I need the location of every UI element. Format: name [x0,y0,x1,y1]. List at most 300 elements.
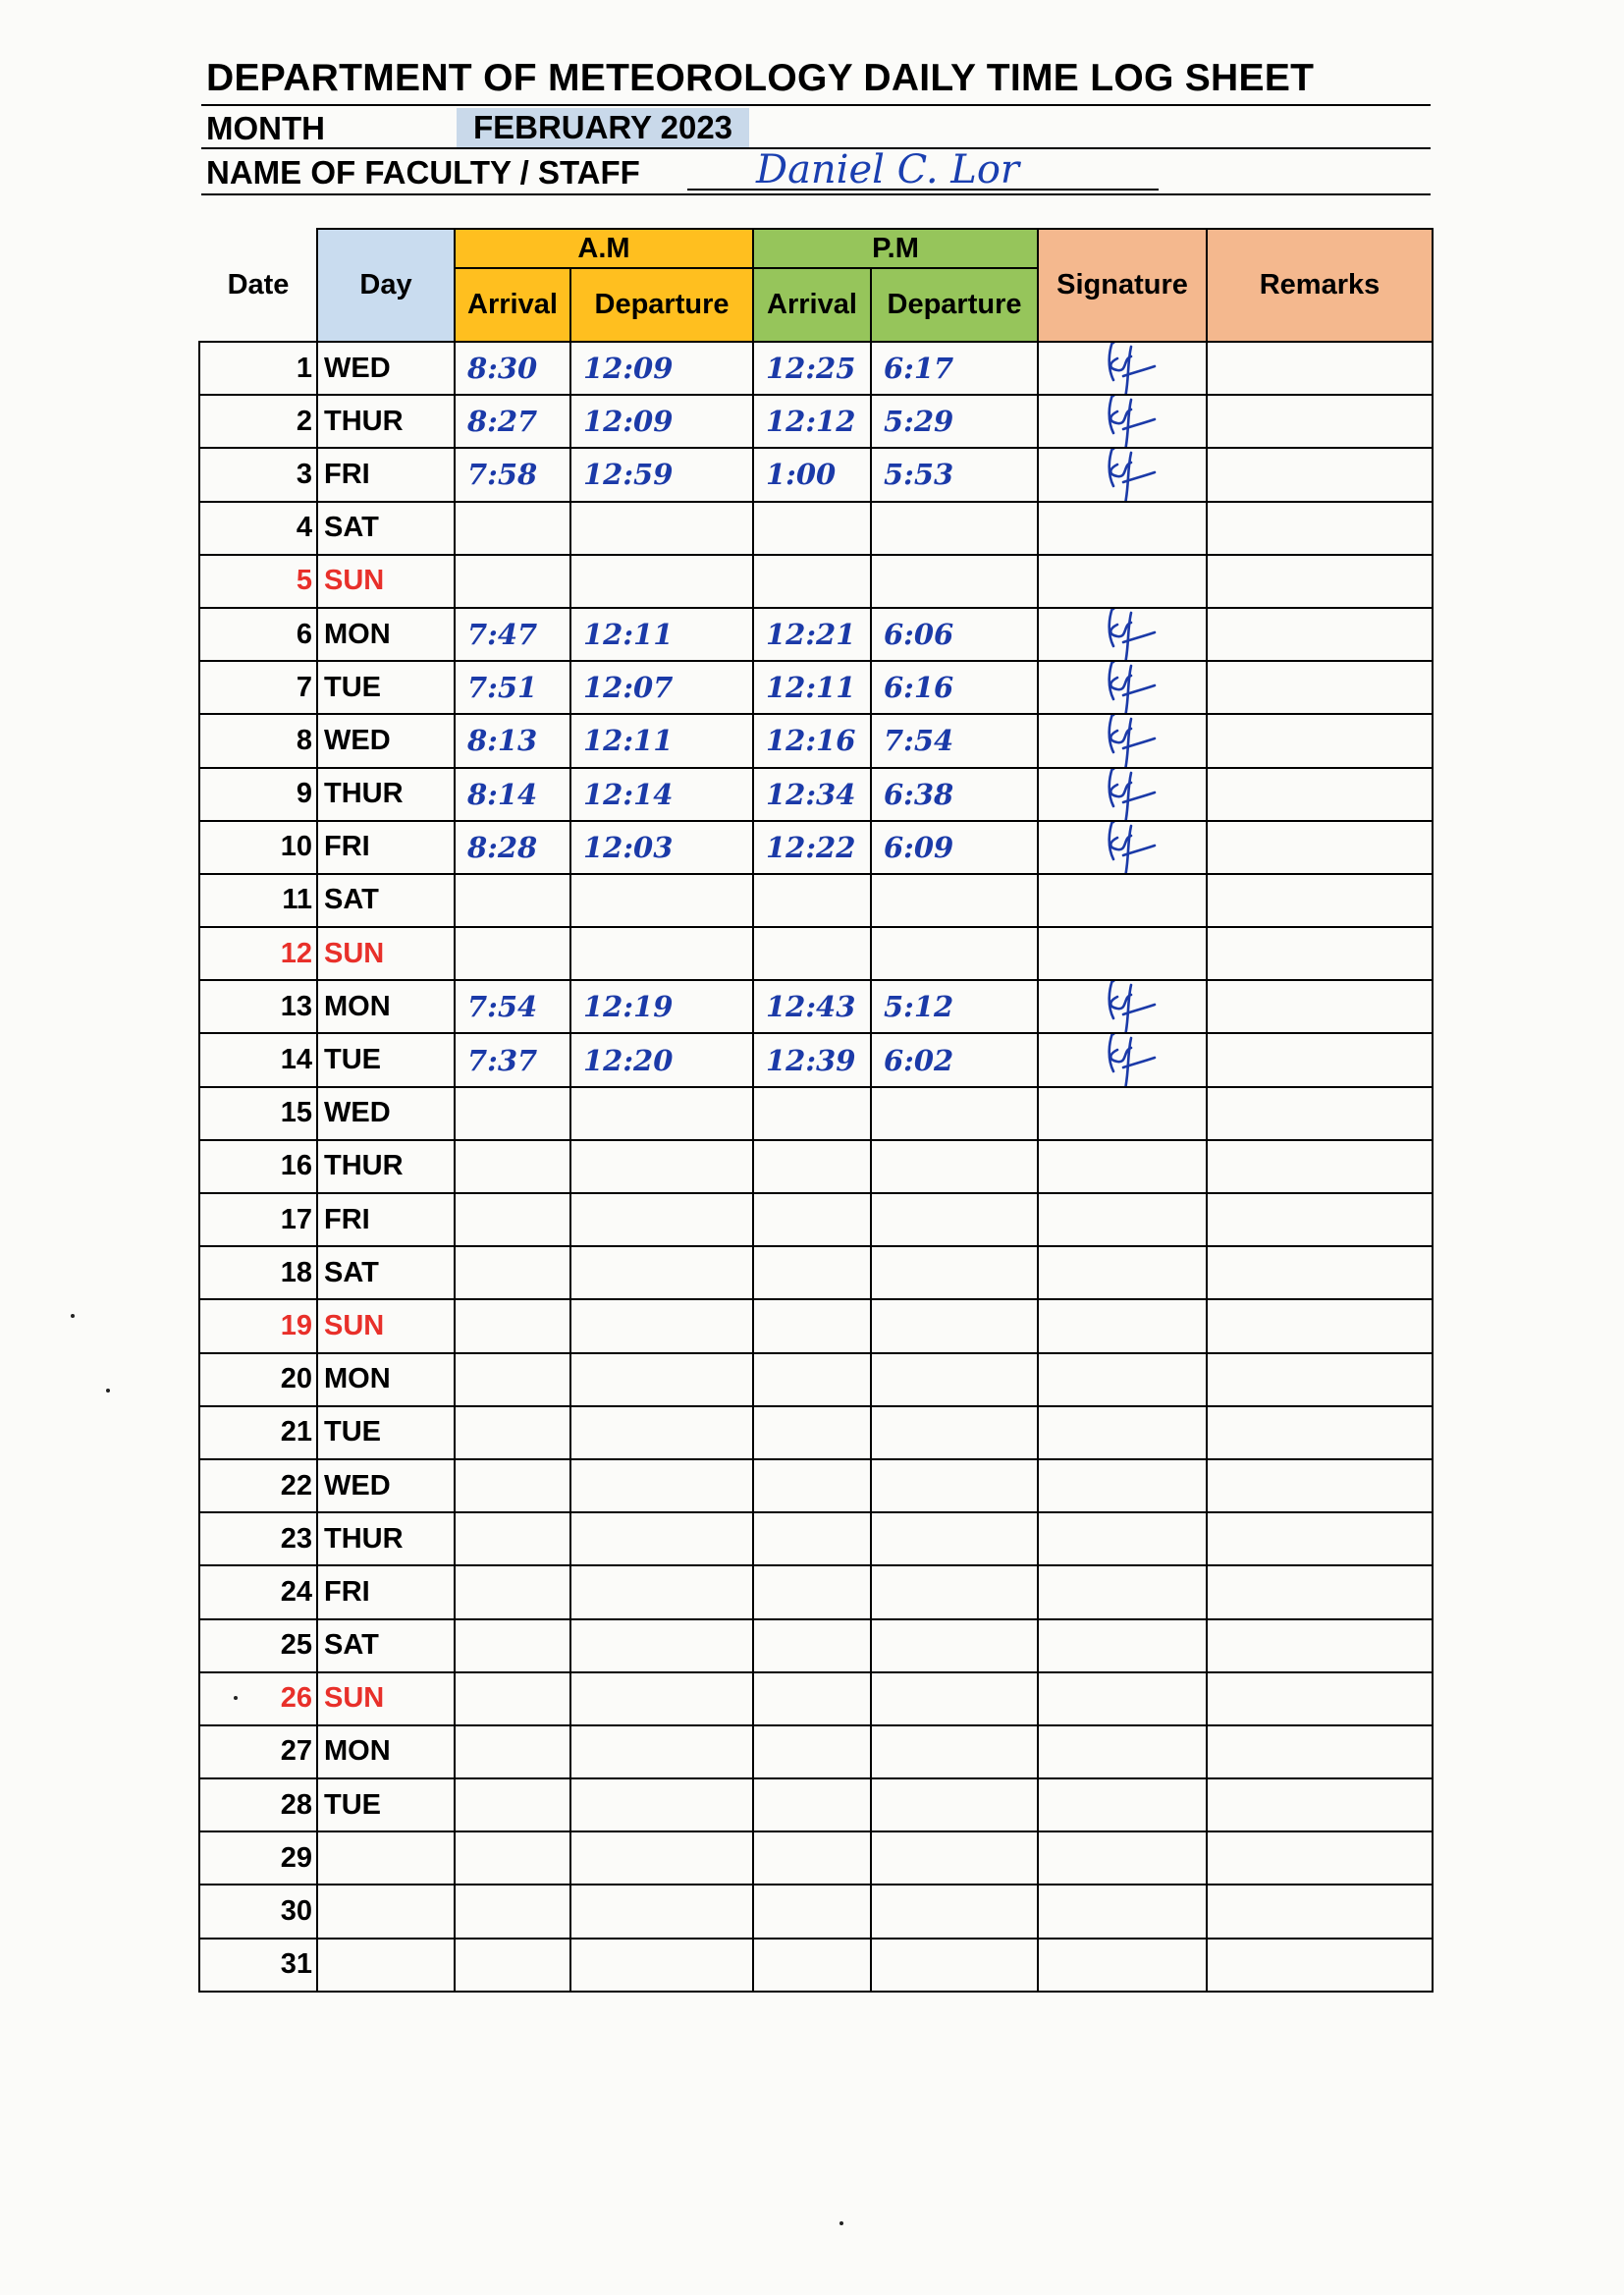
pm-departure-cell [871,502,1038,555]
day-cell [317,1939,455,1992]
page-title: DEPARTMENT OF METEOROLOGY DAILY TIME LOG SHEET [206,57,1315,99]
am-arrival-cell [455,1087,570,1140]
table-row [199,1885,1433,1938]
day-cell: TUE [317,1406,455,1459]
pm-arrival-cell [753,502,871,555]
date-cell: 22 [199,1459,317,1512]
pm-arrival-cell: 12:22 [753,821,871,874]
pm-departure-cell [871,1939,1038,1992]
signature-cell [1038,1299,1207,1352]
remarks-cell [1207,1619,1433,1672]
signature-cell [1038,980,1207,1033]
table-row [199,661,1433,714]
pm-arrival-cell: 12:34 [753,768,871,821]
pm-arrival-cell [753,555,871,608]
am-departure-cell [570,1512,753,1565]
am-arrival-cell: 7:58 [455,448,570,501]
remarks-cell [1207,874,1433,927]
date-cell: 4 [199,502,317,555]
date-cell: 8 [199,714,317,767]
am-arrival-cell [455,1939,570,1992]
remarks-cell [1207,1672,1433,1725]
am-arrival-cell [455,1565,570,1618]
signature-cell [1038,1246,1207,1299]
remarks-cell [1207,1406,1433,1459]
signature-mark [1078,714,1166,767]
remarks-cell [1207,448,1433,501]
date-cell: 30 [199,1885,317,1938]
day-cell: FRI [317,1193,455,1246]
pm-arrival-cell: 12:12 [753,395,871,448]
am-arrival-cell [455,1299,570,1352]
table-row [199,1140,1433,1193]
pm-arrival-cell: 12:25 [753,342,871,395]
am-arrival-cell [455,1725,570,1778]
pm-departure-cell: 5:29 [871,395,1038,448]
pm-departure-cell [871,1246,1038,1299]
date-cell: 3 [199,448,317,501]
date-cell: 14 [199,1033,317,1086]
day-cell: SAT [317,502,455,555]
remarks-cell [1207,927,1433,980]
signature-cell [1038,502,1207,555]
am-arrival-cell [455,1831,570,1885]
signature-mark [1078,768,1166,821]
remarks-cell [1207,1087,1433,1140]
signature-cell [1038,1619,1207,1672]
day-cell: FRI [317,448,455,501]
table-row [199,1619,1433,1672]
am-departure-cell [570,502,753,555]
pm-departure-cell: 6:38 [871,768,1038,821]
am-departure-cell: 12:59 [570,448,753,501]
signature-cell [1038,1353,1207,1406]
pm-departure-cell [871,1725,1038,1778]
signature-cell [1038,1725,1207,1778]
signature-cell [1038,1140,1207,1193]
signature-cell [1038,1831,1207,1885]
signature-cell [1038,1939,1207,1992]
date-cell: 10 [199,821,317,874]
signature-cell [1038,821,1207,874]
day-cell: THUR [317,395,455,448]
table-row [199,927,1433,980]
pm-arrival-cell [753,1087,871,1140]
pm-departure-cell [871,1140,1038,1193]
date-cell: 2 [199,395,317,448]
day-cell: SAT [317,874,455,927]
remarks-cell [1207,1459,1433,1512]
name-rule [201,193,1431,195]
day-cell: THUR [317,1140,455,1193]
signature-cell [1038,874,1207,927]
day-cell: FRI [317,821,455,874]
pm-arrival-cell [753,1512,871,1565]
date-cell: 27 [199,1725,317,1778]
signature-cell [1038,1672,1207,1725]
remarks-cell [1207,1353,1433,1406]
remarks-cell [1207,555,1433,608]
am-departure-cell [570,1406,753,1459]
day-cell: MON [317,980,455,1033]
pm-departure-cell [871,1512,1038,1565]
pm-arrival-cell: 12:11 [753,661,871,714]
pm-arrival-cell [753,1831,871,1885]
pm-departure-cell: 6:02 [871,1033,1038,1086]
pm-header: P.M [753,229,1038,268]
pm-arrival-cell [753,1885,871,1938]
date-cell: 16 [199,1140,317,1193]
day-cell: WED [317,714,455,767]
signature-cell [1038,1885,1207,1938]
pm-arrival-cell [753,1672,871,1725]
scan-speck [234,1696,238,1700]
name-label: NAME OF FACULTY / STAFF [206,154,640,191]
remarks-cell [1207,1885,1433,1938]
day-cell: SUN [317,1299,455,1352]
pm-arrival-cell [753,1459,871,1512]
day-cell: MON [317,608,455,661]
signature-mark [1078,821,1166,874]
am-arrival-cell [455,1406,570,1459]
table-row [199,1299,1433,1352]
table-row [199,874,1433,927]
date-cell: 9 [199,768,317,821]
pm-departure-cell: 6:17 [871,342,1038,395]
table-row [199,502,1433,555]
date-cell: 15 [199,1087,317,1140]
remarks-header: Remarks [1207,229,1433,342]
pm-departure-cell [871,1087,1038,1140]
date-cell: 13 [199,980,317,1033]
table-row [199,448,1433,501]
table-row [199,395,1433,448]
am-departure-cell: 12:07 [570,661,753,714]
table-row [199,608,1433,661]
am-arrival-cell: 8:14 [455,768,570,821]
am-departure-cell [570,927,753,980]
table-row [199,1087,1433,1140]
signature-cell [1038,1033,1207,1086]
remarks-cell [1207,342,1433,395]
am-header: A.M [455,229,753,268]
pm-arrival-cell [753,1299,871,1352]
am-arrival-cell [455,1885,570,1938]
am-departure-cell [570,1778,753,1831]
signature-cell [1038,1778,1207,1831]
remarks-cell [1207,608,1433,661]
am-departure-cell [570,1565,753,1618]
date-cell: 7 [199,661,317,714]
pm-departure-header: Departure [871,268,1038,342]
am-arrival-cell: 8:27 [455,395,570,448]
date-cell: 18 [199,1246,317,1299]
date-cell: 23 [199,1512,317,1565]
signature-cell [1038,448,1207,501]
day-cell: WED [317,342,455,395]
date-cell: 17 [199,1193,317,1246]
date-cell: 11 [199,874,317,927]
signature-cell [1038,1406,1207,1459]
day-cell: FRI [317,1565,455,1618]
am-departure-cell: 12:20 [570,1033,753,1086]
signature-cell [1038,608,1207,661]
pm-departure-cell: 5:53 [871,448,1038,501]
am-departure-cell: 12:19 [570,980,753,1033]
pm-arrival-header: Arrival [753,268,871,342]
scan-speck [839,2221,843,2225]
table-row [199,1406,1433,1459]
day-cell [317,1831,455,1885]
name-underline [687,189,1159,191]
pm-arrival-cell [753,1246,871,1299]
day-cell: SAT [317,1619,455,1672]
signature-header: Signature [1038,229,1207,342]
am-departure-cell [570,1140,753,1193]
table-row [199,1831,1433,1885]
am-arrival-cell [455,1353,570,1406]
pm-arrival-cell [753,1565,871,1618]
am-departure-cell [570,1193,753,1246]
remarks-cell [1207,980,1433,1033]
pm-departure-cell [871,874,1038,927]
remarks-cell [1207,1512,1433,1565]
table-row [199,1512,1433,1565]
am-arrival-cell [455,1193,570,1246]
date-header: Date [199,229,317,342]
table-row [199,1778,1433,1831]
am-arrival-header: Arrival [455,268,570,342]
am-departure-cell [570,1246,753,1299]
am-departure-cell [570,1725,753,1778]
pm-departure-cell: 5:12 [871,980,1038,1033]
signature-cell [1038,1565,1207,1618]
pm-arrival-cell: 1:00 [753,448,871,501]
date-cell: 21 [199,1406,317,1459]
pm-arrival-cell [753,1406,871,1459]
table-row [199,1565,1433,1618]
day-cell: MON [317,1725,455,1778]
pm-arrival-cell: 12:21 [753,608,871,661]
am-departure-cell [570,1619,753,1672]
signature-mark [1078,342,1166,395]
table-row [199,768,1433,821]
am-departure-cell [570,1459,753,1512]
date-cell: 12 [199,927,317,980]
pm-arrival-cell [753,927,871,980]
title-underline [201,104,1431,106]
pm-departure-cell [871,927,1038,980]
signature-mark [1078,661,1166,714]
pm-departure-cell [871,1299,1038,1352]
pm-arrival-cell [753,874,871,927]
signature-cell [1038,342,1207,395]
pm-departure-cell: 6:16 [871,661,1038,714]
am-departure-cell [570,874,753,927]
pm-departure-cell [871,1831,1038,1885]
remarks-cell [1207,502,1433,555]
remarks-cell [1207,1939,1433,1992]
date-cell: 24 [199,1565,317,1618]
pm-arrival-cell [753,1619,871,1672]
am-departure-cell: 12:09 [570,342,753,395]
remarks-cell [1207,1831,1433,1885]
signature-mark [1078,1033,1166,1086]
signature-cell [1038,714,1207,767]
staff-name-handwritten: Daniel C. Lor [756,147,1020,192]
am-arrival-cell: 7:54 [455,980,570,1033]
date-cell: 31 [199,1939,317,1992]
pm-arrival-cell: 12:39 [753,1033,871,1086]
date-cell: 1 [199,342,317,395]
am-departure-cell [570,1353,753,1406]
date-cell: 19 [199,1299,317,1352]
am-departure-cell [570,1831,753,1885]
table-row [199,1672,1433,1725]
signature-cell [1038,1512,1207,1565]
table-row [199,1353,1433,1406]
am-arrival-cell: 8:28 [455,821,570,874]
pm-departure-cell [871,1353,1038,1406]
scan-speck [71,1314,75,1318]
signature-cell [1038,1193,1207,1246]
am-arrival-cell [455,502,570,555]
pm-arrival-cell [753,1939,871,1992]
am-departure-cell [570,1672,753,1725]
pm-arrival-cell: 12:16 [753,714,871,767]
day-cell: TUE [317,661,455,714]
am-arrival-cell [455,1140,570,1193]
day-cell: SUN [317,1672,455,1725]
am-departure-cell [570,1087,753,1140]
date-cell: 6 [199,608,317,661]
remarks-cell [1207,1565,1433,1618]
date-cell: 29 [199,1831,317,1885]
date-cell: 20 [199,1353,317,1406]
am-arrival-cell [455,1672,570,1725]
table-row [199,821,1433,874]
pm-departure-cell [871,1459,1038,1512]
am-arrival-cell [455,555,570,608]
pm-departure-cell [871,1406,1038,1459]
table-row [199,1725,1433,1778]
table-row [199,1459,1433,1512]
am-arrival-cell [455,1778,570,1831]
day-cell: MON [317,1353,455,1406]
pm-arrival-cell [753,1778,871,1831]
am-departure-cell: 12:11 [570,608,753,661]
day-cell: SUN [317,927,455,980]
am-arrival-cell: 7:47 [455,608,570,661]
remarks-cell [1207,821,1433,874]
day-cell: THUR [317,1512,455,1565]
month-value: FEBRUARY 2023 [457,108,749,147]
am-arrival-cell [455,1512,570,1565]
remarks-cell [1207,1033,1433,1086]
day-cell: SUN [317,555,455,608]
remarks-cell [1207,1140,1433,1193]
am-departure-cell [570,1885,753,1938]
pm-departure-cell [871,1778,1038,1831]
day-cell: TUE [317,1778,455,1831]
day-cell: TUE [317,1033,455,1086]
pm-departure-cell [871,1885,1038,1938]
am-arrival-cell: 7:37 [455,1033,570,1086]
table-row [199,342,1433,395]
date-cell: 5 [199,555,317,608]
table-row [199,1939,1433,1992]
signature-cell [1038,555,1207,608]
am-departure-cell: 12:14 [570,768,753,821]
am-departure-cell: 12:09 [570,395,753,448]
pm-departure-cell [871,1193,1038,1246]
day-cell [317,1885,455,1938]
remarks-cell [1207,768,1433,821]
signature-mark [1078,448,1166,501]
scan-speck [106,1389,110,1393]
signature-cell [1038,395,1207,448]
pm-departure-cell [871,1565,1038,1618]
am-arrival-cell [455,1459,570,1512]
am-arrival-cell: 8:30 [455,342,570,395]
day-cell: WED [317,1087,455,1140]
table-row [199,980,1433,1033]
pm-departure-cell: 6:09 [871,821,1038,874]
remarks-cell [1207,1778,1433,1831]
remarks-cell [1207,1725,1433,1778]
am-departure-cell [570,555,753,608]
day-header: Day [317,229,455,342]
am-departure-cell: 12:11 [570,714,753,767]
am-departure-cell: 12:03 [570,821,753,874]
remarks-cell [1207,1299,1433,1352]
pm-departure-cell: 7:54 [871,714,1038,767]
am-arrival-cell [455,927,570,980]
pm-arrival-cell [753,1140,871,1193]
day-cell: THUR [317,768,455,821]
table-row [199,1193,1433,1246]
signature-mark [1078,608,1166,661]
am-departure-cell [570,1939,753,1992]
pm-departure-cell [871,555,1038,608]
table-row [199,714,1433,767]
month-label: MONTH [206,110,325,146]
pm-arrival-cell [753,1353,871,1406]
am-arrival-cell: 7:51 [455,661,570,714]
pm-arrival-cell: 12:43 [753,980,871,1033]
date-cell: 25 [199,1619,317,1672]
signature-mark [1078,980,1166,1033]
signature-cell [1038,661,1207,714]
day-cell: SAT [317,1246,455,1299]
time-log-table [198,228,1434,1993]
date-cell: 26 [199,1672,317,1725]
am-arrival-cell [455,1619,570,1672]
am-arrival-cell: 8:13 [455,714,570,767]
signature-cell [1038,768,1207,821]
signature-cell [1038,927,1207,980]
am-departure-cell [570,1299,753,1352]
remarks-cell [1207,714,1433,767]
day-cell: WED [317,1459,455,1512]
am-departure-header: Departure [570,268,753,342]
table-row [199,1033,1433,1086]
pm-departure-cell [871,1672,1038,1725]
pm-departure-cell [871,1619,1038,1672]
signature-mark [1078,395,1166,448]
pm-arrival-cell [753,1193,871,1246]
am-arrival-cell [455,874,570,927]
